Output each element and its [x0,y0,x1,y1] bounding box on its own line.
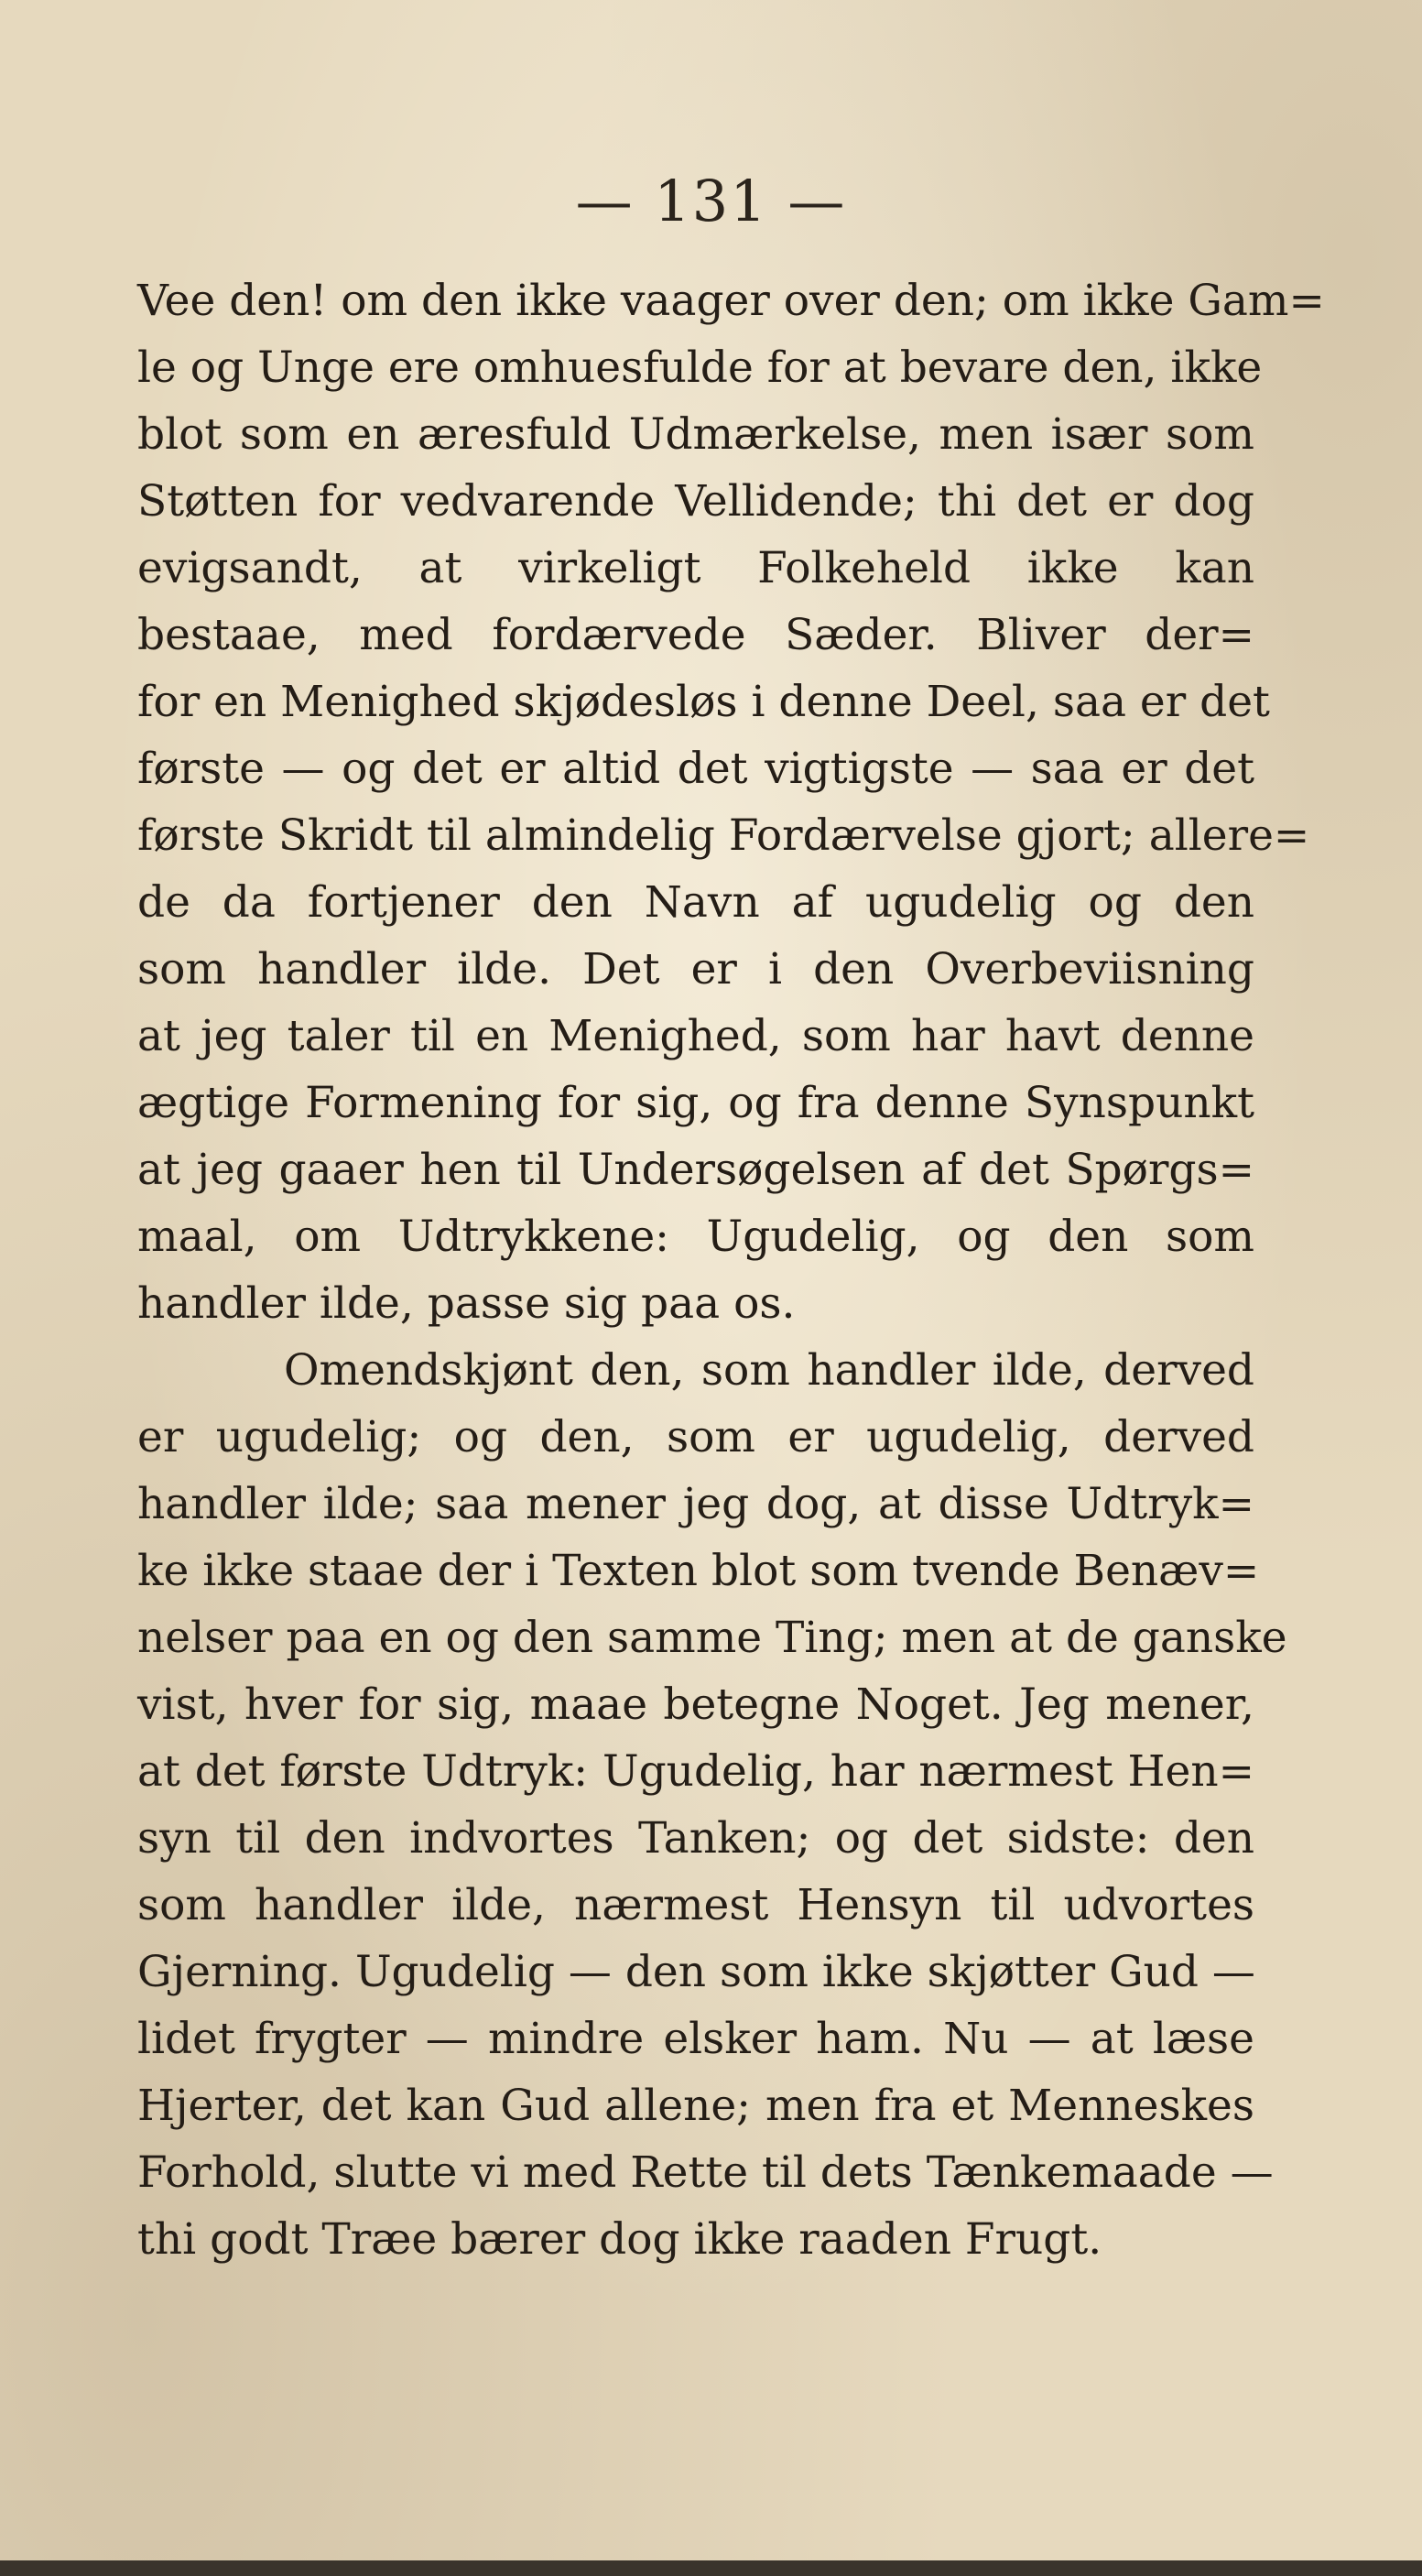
body-text [137,267,1325,2273]
text-line-content: ke ikke staae der i Texten blot som tvende Benæv= [137,1546,1260,1596]
text-line [137,869,1254,936]
scan-edge [0,2560,1422,2576]
text-line-content: første — og det er altid det vigtigste — saa er det [137,744,1254,794]
text-line [137,2139,1274,2206]
text-line [137,1671,1254,1738]
text-line-content: Omendskjønt den, som handler ilde, derved [284,1345,1254,1396]
text-line [137,668,1270,735]
text-line [137,2206,1254,2273]
page-number: — 131 — [575,168,847,234]
text-line [137,735,1254,802]
text-line-content: som handler ilde. Det er i den Overbeviisning [137,944,1254,995]
text-line-content: syn til den indvortes Tanken; og det sidste: den [137,1813,1254,1864]
text-line-content: lidet frygter — mindre elsker ham. Nu — at læse [137,2014,1254,2064]
text-line [137,1136,1254,1203]
text-line-content: thi godt Træe bærer dog ikke raaden Frugt. [137,2214,1102,2265]
text-line [137,1003,1254,1070]
text-line [137,1738,1254,1805]
text-line-content: bestaae, med fordærvede Sæder. Bliver der= [137,610,1254,660]
text-line [137,468,1254,535]
text-line-content: at det første Udtryk: Ugudelig, har nærmest Hen= [137,1746,1254,1797]
text-line-content: vist, hver for sig, maae betegne Noget. Jeg mener, [137,1679,1254,1730]
text-line-content: de da fortjener den Navn af ugudelig og den [137,877,1254,928]
text-line [137,2072,1254,2139]
text-line-content: nelser paa en og den samme Ting; men at de ganske [137,1613,1287,1663]
text-line-content: er ugudelig; og den, som er ugudelig, derved [137,1412,1254,1462]
text-line [137,401,1254,468]
text-line [137,535,1254,602]
text-line-content: Støtten for vedvarende Vellidende; thi det er dog [137,476,1254,527]
text-line [137,602,1254,668]
text-line-content: at jeg gaaer hen til Undersøgelsen af det Spørgs= [137,1145,1254,1195]
text-line [137,1538,1260,1604]
text-line-content: evigsandt, at virkeligt Folkeheld ikke kan [137,543,1254,593]
text-line [137,2005,1254,2072]
text-line [137,1939,1254,2005]
text-line [137,267,1325,334]
text-line-content: som handler ilde, nærmest Hensyn til udvortes [137,1880,1254,1930]
text-line-content: handler ilde, passe sig paa os. [137,1278,796,1329]
text-line [137,1805,1254,1872]
text-line [137,334,1263,401]
paragraph-first-line [137,1337,1254,1404]
paragraph-last-line [137,1270,1254,1337]
text-line [137,1604,1287,1671]
text-line-content: Gjerning. Ugudelig — den som ikke skjøtter Gud — [137,1947,1255,1997]
text-line-content: blot som en æresfuld Udmærkelse, men især som [137,409,1254,460]
text-line-content: Forhold, slutte vi med Rette til dets Tænkemaade — [137,2147,1274,2198]
text-line [137,1203,1254,1270]
text-line [137,1070,1254,1136]
text-line [137,802,1310,869]
text-line-content: for en Menighed skjødesløs i denne Deel, saa er det [137,677,1270,727]
text-line-content: ægtige Formening for sig, og fra denne Synspunkt [137,1078,1254,1128]
text-line-content: Vee den! om den ikke vaager over den; om ikke Gam= [137,276,1325,326]
text-line [137,1404,1254,1471]
text-line [137,1872,1254,1939]
text-line-content: handler ilde; saa mener jeg dog, at disse Udtryk= [137,1479,1254,1529]
text-line-content: le og Unge ere omhuesfulde for at bevare den, ikke [137,342,1263,393]
text-line [137,1471,1254,1538]
text-line-content: at jeg taler til en Menighed, som har havt denne [137,1011,1254,1061]
text-line [137,936,1254,1003]
text-line-content: maal, om Udtrykkene: Ugudelig, og den som [137,1212,1254,1262]
text-line-content: første Skridt til almindelig Fordærvelse gjort; allere= [137,810,1310,861]
text-line-content: Hjerter, det kan Gud allene; men fra et Menneskes [137,2081,1254,2131]
